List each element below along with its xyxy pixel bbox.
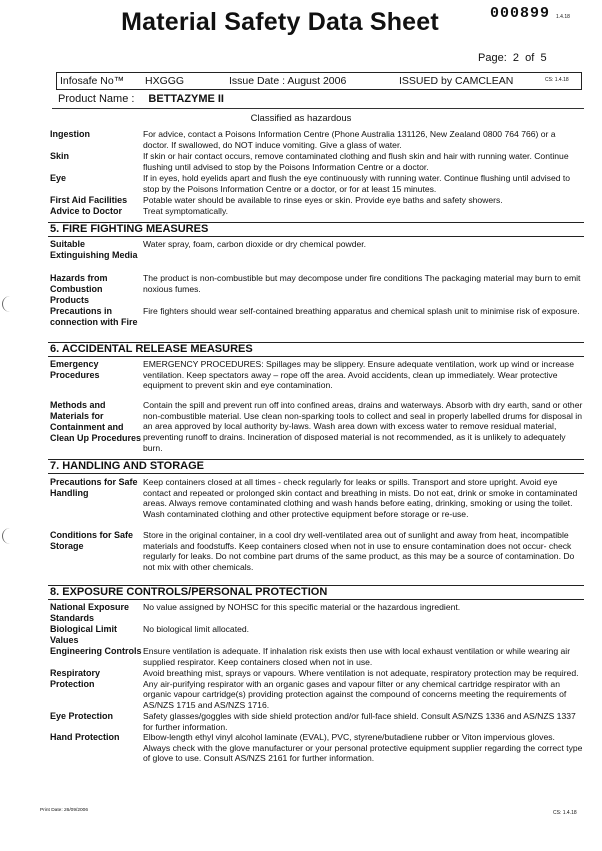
first-aid-label: First Aid Facilities	[50, 195, 128, 205]
margin-mark	[2, 296, 13, 312]
document-number: 000899	[490, 5, 551, 22]
section-7-label: Precautions for Safe Handling	[50, 477, 138, 498]
info-bar	[56, 72, 582, 90]
product-name-label: Product Name :	[58, 93, 135, 105]
section-8-label: National Exposure Standards	[50, 602, 130, 623]
section-6-title: 6. ACCIDENTAL RELEASE MEASURES	[50, 343, 253, 355]
section-8-label: Hand Protection	[50, 732, 120, 742]
section-8-label: Biological Limit Values	[50, 624, 118, 645]
divider	[52, 108, 584, 109]
infosafe-number: HXGGG	[145, 75, 185, 87]
issue-date: Issue Date : August 2006	[229, 75, 347, 87]
section-6-text: EMERGENCY PROCEDURES: Spillages may be slippery. Ensure adequate ventilation, work up wind or increase ventilation. Keep spectators away – rope off the area. Avoid accidents, clean up immediately. Wear protective equipment to prevent skin and eye contamination.	[143, 359, 574, 391]
first-aid-text: Potable water should be available to rinse eyes or skin. Provide eye baths and safety showers.	[143, 195, 503, 205]
section-5-label: Hazards from Combustion Products	[50, 273, 108, 305]
section-5-text: Fire fighters should wear self-contained breathing apparatus and chemical splash unit to minimise risk of exposure.	[143, 306, 580, 316]
section-6-text: Contain the spill and prevent run off into confined areas, drains and waterways. Absorb with dry earth, sand or other non-combustible material. Use clean non-sparking tools to collect and seal in properly labelled drums for disposal in an area approved by local authority by-laws. Wash area down with excess water to remove residual material, preventing runoff to drains. Incineration of disposed material is not recommended, as it is unlikely to adequately burn.	[143, 400, 583, 453]
page-indicator	[478, 52, 547, 64]
first-aid-label: Eye	[50, 173, 67, 183]
section-8-text: No value assigned by NOHSC for this specific material or the hazardous ingredient.	[143, 602, 461, 612]
footer-code: CS: 1.4.18	[553, 810, 577, 816]
product-name: BETTAZYME II	[148, 93, 224, 105]
section-5-text: The product is non-combustible but may decompose under fire conditions The packaging material may burn to emit noxious fumes.	[143, 273, 581, 294]
section-7-label: Conditions for Safe Storage	[50, 530, 133, 551]
section-5-label: Suitable Extinguishing Media	[50, 239, 138, 260]
section-8-label: Eye Protection	[50, 711, 114, 721]
section-7-title: 7. HANDLING AND STORAGE	[50, 460, 205, 472]
hazard-classification: Classified as hazardous	[250, 113, 352, 124]
section-8-label: Respiratory Protection	[50, 668, 101, 689]
first-aid-text: Treat symptomatically.	[143, 206, 229, 216]
section-8-text: Avoid breathing mist, sprays or vapours. Where ventilation is not adequate, respiratory protection may be required. Any air-purifying respirator with an organic gases and vapour filter or any chemical cartridge respirator with an organic vapour cartridge(s) providing protection against the compound of concerns meeting the requirements of AS/NZS 1715 and AS/NZS 1716.	[143, 668, 579, 711]
section-8-label: Engineering Controls	[50, 646, 142, 656]
section-7-text: Keep containers closed at all times - check regularly for leaks or spills. Transport and store upright. Avoid eye contact and repeated or prolonged skin contact and breathing in mists. Do not eat, drink or smoke in contaminated areas. Always remove contaminated clothing and wash hands before eating, drinking, smoking or using the toilet. Wash contaminated clothing and other protective equipment before storage or re-use.	[143, 477, 578, 520]
infosafe-label: Infosafe No™	[60, 75, 125, 87]
section-8-text: Ensure ventilation is adequate. If inhalation risk exists then use with local exhaust ventilation or while wearing air supplied respirator. Keep containers closed when not in use.	[143, 646, 571, 667]
document-title: Material Safety Data Sheet	[121, 8, 439, 36]
page-of: of	[525, 52, 535, 64]
section-8-text: No biological limit allocated.	[143, 624, 250, 634]
first-aid-label: Advice to Doctor	[50, 206, 123, 216]
section-5-title: 5. FIRE FIGHTING MEASURES	[50, 223, 209, 235]
section-8-text: Elbow-length ethyl vinyl alcohol laminate (EVAL), PVC, styrene/butadiene rubber or Viton impervious gloves. Always check with the glove manufacturer or your personal protective equipment supplier regarding the correct type of glove to use. Consult AS/NZS 2161 for further information.	[143, 732, 583, 764]
print-date: Print Date: 26/09/2006	[40, 808, 89, 813]
first-aid-label: Skin	[50, 151, 70, 161]
section-6-label: Emergency Procedures	[50, 359, 100, 380]
margin-mark	[2, 528, 13, 544]
section-5-text: Water spray, foam, carbon dioxide or dry chemical powder.	[143, 239, 367, 249]
section-8-text: Safety glasses/goggles with side shield protection and/or full-face shield. Consult AS/NZS 1336 and AS/NZS 1337 for further information.	[143, 711, 576, 732]
page-total: 5	[540, 52, 547, 64]
product-line	[58, 93, 224, 105]
first-aid-text: If skin or hair contact occurs, remove contaminated clothing and flush skin and hair with running water. Continue flushing until advised to stop by the Poisons Information Centre or a doctor.	[143, 151, 569, 172]
page-label: Page:	[478, 52, 507, 64]
document-number-suffix: 1.4.18	[556, 14, 570, 20]
infobar-code: CS: 1.4.18	[545, 77, 569, 83]
section-5-label: Precautions in connection with Fire	[50, 306, 138, 327]
section-7-text: Store in the original container, in a cool dry well-ventilated area out of sunlight and away from heat, incompatible materials and foodstuffs. Keep containers closed when not in use to ensure contamination does not occur- check regularly for leaks. Do not combine part drums of the same product, as this may be a source of contamination. Do not mix with other chemicals.	[143, 530, 575, 573]
section-6-label: Methods and Materials for Containment and Clean Up Procedures	[50, 400, 142, 443]
issued-by: ISSUED by CAMCLEAN	[399, 75, 514, 87]
first-aid-text: For advice, contact a Poisons Information Centre (Phone Australia 131126, New Zealand 0800 764 766) or a doctor. If swallowed, do NOT induce vomiting. Give a glass of water.	[143, 129, 556, 150]
first-aid-text: If in eyes, hold eyelids apart and flush the eye continuously with running water. Continue flushing until advised to stop by the Poisons Information Centre or a doctor, or for at least 15 minutes.	[143, 173, 571, 194]
page-number: 2	[512, 52, 519, 64]
section-8-title: 8. EXPOSURE CONTROLS/PERSONAL PROTECTION	[50, 586, 328, 598]
first-aid-label: Ingestion	[50, 129, 90, 139]
